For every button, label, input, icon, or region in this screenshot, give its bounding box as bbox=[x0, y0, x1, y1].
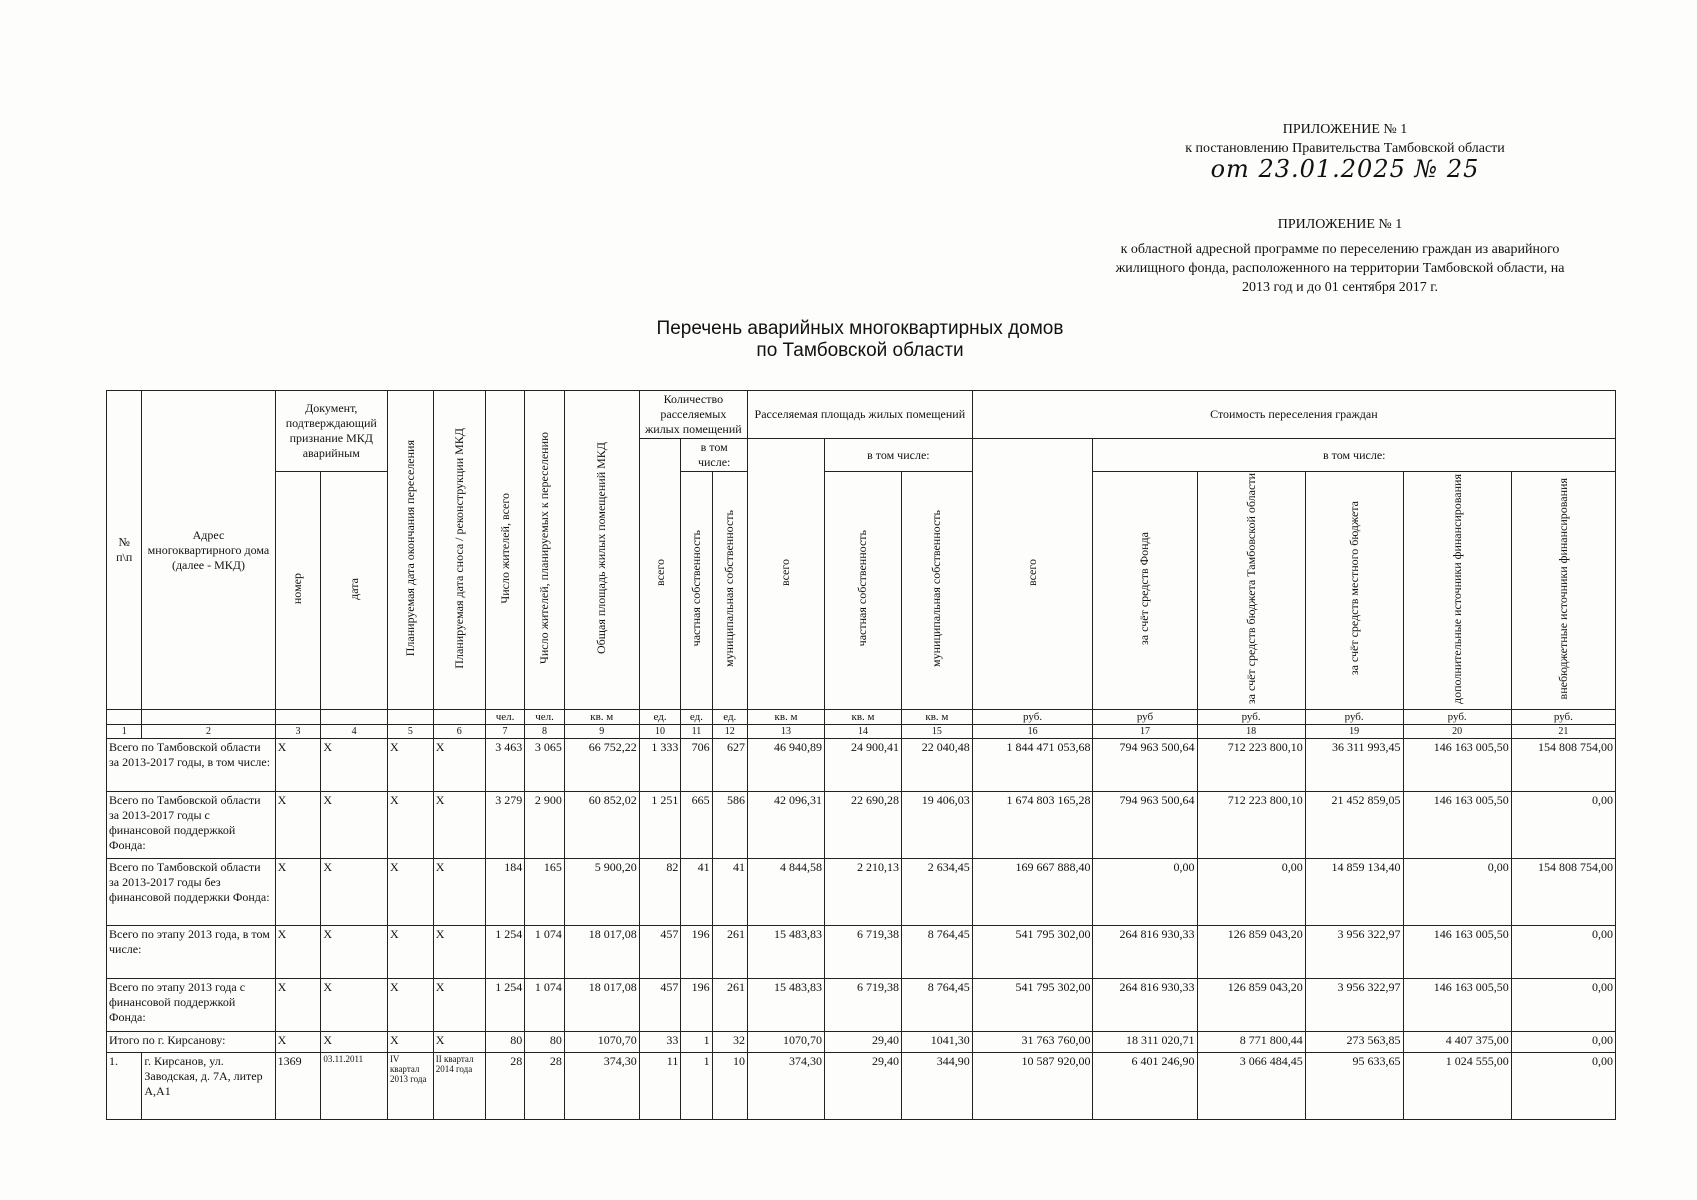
header-document: Документ, подтверждающий признание МКД аварийным bbox=[275, 391, 387, 472]
col-number: 5 bbox=[387, 725, 433, 739]
appendix-title: ПРИЛОЖЕНИЕ № 1 bbox=[1282, 122, 1408, 137]
unit-cell: кв. м bbox=[901, 710, 972, 725]
appendix-header-resolution bbox=[1150, 120, 1540, 183]
column-numbers-row bbox=[107, 725, 1616, 739]
col-number: 9 bbox=[564, 725, 639, 739]
unit-cell: кв. м bbox=[564, 710, 639, 725]
table-row-item: 1. г. Кирсанов, ул. Заводская, д. 7А, литер А,А1 1369 03.11.2011 IV квартал 2013 года II квартал 2014 года 28 28 374,30 11 1 10 374,30 29,40 344,90 10 587 920,00 6 401 246,90 3 066 484,45 95 633,65 1 024 555,00 0,00 bbox=[107, 1053, 1616, 1120]
col-number: 16 bbox=[972, 725, 1093, 739]
col-number: 12 bbox=[712, 725, 747, 739]
unit-cell: кв. м bbox=[747, 710, 824, 725]
appendix-program-line-2: жилищного фонда, расположенного на территории Тамбовской области, на bbox=[1115, 261, 1565, 276]
header-data: дата bbox=[321, 472, 388, 710]
unit-cell: руб. bbox=[1403, 710, 1511, 725]
appendix-header-program bbox=[1090, 215, 1590, 297]
header-area-vsego: всего bbox=[747, 439, 824, 710]
table-row: Всего по Тамбовской области за 2013-2017 годы без финансовой поддержки Фонда: X X X X 184 165 5 900,20 82 41 41 4 844,58 2 210,13 2 634,45 169 667 888,40 0,00 0,00 14 859 134,40 0,00 154 808 754,00 bbox=[107, 859, 1616, 926]
table-row: Всего по Тамбовской области за 2013-2017 годы с финансовой поддержкой Фонда: X X X X 3 279 2 900 60 852,02 1 251 665 586 42 096,31 22 690,28 19 406,03 1 674 803 165,28 794 963 500,64 712 223 800,10 21 452 859,05 146 163 005,50 0,00 bbox=[107, 792, 1616, 859]
table-row: Всего по Тамбовской области за 2013-2017 годы, в том числе: X X X X 3 463 3 065 66 752,22 1 333 706 627 46 940,89 24 900,41 22 040,48 1 844 471 053,68 794 963 500,64 712 223 800,10 36 311 993,45 146 163 005,50 154 808 754,00 bbox=[107, 739, 1616, 792]
row-label: Всего по Тамбовской области за 2013-2017 годы, в том числе: bbox=[107, 739, 276, 792]
header-row-1 bbox=[107, 391, 1616, 439]
header-address: Адрес многоквартирного дома (далее - МКД) bbox=[142, 391, 275, 710]
col-number: 10 bbox=[639, 725, 681, 739]
header-cost-vsego: всего bbox=[972, 439, 1093, 710]
header-area-incl: в том числе: bbox=[824, 439, 972, 472]
unit-cell: ед. bbox=[712, 710, 747, 725]
header-rooms-count: Количество расселяемых жилых помещений bbox=[639, 391, 747, 439]
row-label: Итого по г. Кирсанову: bbox=[107, 1032, 276, 1053]
header-rooms-private: частная собственность bbox=[681, 472, 712, 710]
header-row-3 bbox=[107, 472, 1616, 710]
unit-cell: кв. м bbox=[824, 710, 901, 725]
handwritten-date-number: от 23.01.2025 № 25 bbox=[1210, 155, 1480, 183]
appendix-resolution-line: к постановлению Правительства Тамбовской области bbox=[1185, 141, 1505, 156]
table-row: Всего по этапу 2013 года, в том числе: X X X X 1 254 1 074 18 017,08 457 196 261 15 483,83 6 719,38 8 764,45 541 795 302,00 264 816 930,33 126 859 043,20 3 956 322,97 146 163 005,50 0,00 bbox=[107, 926, 1616, 979]
unit-cell: ед. bbox=[681, 710, 712, 725]
col-number: 8 bbox=[525, 725, 565, 739]
row-label: Всего по Тамбовской области за 2013-2017 годы без финансовой поддержки Фонда: bbox=[107, 859, 276, 926]
table-row: Итого по г. Кирсанову: X X X X 80 80 1070,70 33 1 32 1070,70 29,40 1041,30 31 763 760,00 18 311 020,71 8 771 800,44 273 563,85 4 407 375,00 0,00 bbox=[107, 1032, 1616, 1053]
header-rooms-incl: в том числе: bbox=[681, 439, 748, 472]
appendix-program-line-1: к областной адресной программе по переселению граждан из аварийного bbox=[1120, 242, 1560, 257]
units-row bbox=[107, 710, 1616, 725]
col-number: 3 bbox=[275, 725, 321, 739]
header-total-area: Общая площадь жилых помещений МКД bbox=[564, 391, 639, 710]
header-area-resettled: Расселяемая площадь жилых помещений bbox=[747, 391, 972, 439]
appendix-program-line-3: 2013 год и до 01 сентября 2017 г. bbox=[1242, 280, 1438, 295]
header-residents-plan: Число жителей, планируемых к переселению bbox=[525, 391, 565, 710]
table-row: Всего по этапу 2013 года с финансовой поддержкой Фонда: X X X X 1 254 1 074 18 017,08 457 196 261 15 483,83 6 719,38 8 764,45 541 795 302,00 264 816 930,33 126 859 043,20 3 956 322,97 146 163 005,50 0,00 bbox=[107, 979, 1616, 1032]
col-number: 21 bbox=[1511, 725, 1615, 739]
header-plan-resettle: Планируемая дата окончания переселения bbox=[387, 391, 433, 710]
col-number: 20 bbox=[1403, 725, 1511, 739]
header-cost-offbudget: внебюджетные источники финансирования bbox=[1511, 472, 1615, 710]
header-rooms-vsego: всего bbox=[639, 439, 681, 710]
item-no: 1. bbox=[107, 1053, 142, 1120]
col-number: 17 bbox=[1093, 725, 1197, 739]
header-area-private: частная собственность bbox=[824, 472, 901, 710]
unit-cell: ед. bbox=[639, 710, 681, 725]
unit-cell: руб bbox=[1093, 710, 1197, 725]
header-cost-additional: дополнительные источники финансирования bbox=[1403, 472, 1511, 710]
document-title-line-2: по Тамбовской области bbox=[756, 340, 964, 361]
row-label: Всего по этапу 2013 года, в том числе: bbox=[107, 926, 276, 979]
col-number: 4 bbox=[321, 725, 388, 739]
header-plan-demolish: Планируемая дата сноса / реконструкции МКД bbox=[433, 391, 485, 710]
header-area-municipal: муниципальная собственность bbox=[901, 472, 972, 710]
header-rooms-municipal: муниципальная собственность bbox=[712, 472, 747, 710]
col-number: 18 bbox=[1197, 725, 1305, 739]
unit-cell: чел. bbox=[485, 710, 525, 725]
col-number: 15 bbox=[901, 725, 972, 739]
unit-cell: руб. bbox=[1511, 710, 1615, 725]
header-nomer: номер bbox=[275, 472, 321, 710]
header-cost-region: за счёт средств бюджета Тамбовской области bbox=[1197, 472, 1305, 710]
unit-cell: чел. bbox=[525, 710, 565, 725]
unit-cell: руб. bbox=[1305, 710, 1403, 725]
appendix-program-title: ПРИЛОЖЕНИЕ № 1 bbox=[1277, 217, 1403, 232]
document-title bbox=[600, 318, 1120, 362]
header-cost-incl: в том числе: bbox=[1093, 439, 1616, 472]
header-cost-local: за счёт средств местного бюджета bbox=[1305, 472, 1403, 710]
unit-cell: руб. bbox=[972, 710, 1093, 725]
col-number: 19 bbox=[1305, 725, 1403, 739]
col-number: 14 bbox=[824, 725, 901, 739]
col-number: 13 bbox=[747, 725, 824, 739]
unit-cell: руб. bbox=[1197, 710, 1305, 725]
item-address: г. Кирсанов, ул. Заводская, д. 7А, литер А,А1 bbox=[142, 1053, 275, 1120]
header-no: № п\п bbox=[107, 391, 142, 710]
col-number: 11 bbox=[681, 725, 712, 739]
col-number: 2 bbox=[142, 725, 275, 739]
header-residents-total: Число жителей, всего bbox=[485, 391, 525, 710]
header-cost-fund: за счёт средств Фонда bbox=[1093, 472, 1197, 710]
col-number: 1 bbox=[107, 725, 142, 739]
col-number: 7 bbox=[485, 725, 525, 739]
row-label: Всего по этапу 2013 года с финансовой поддержкой Фонда: bbox=[107, 979, 276, 1032]
document-title-line-1: Перечень аварийных многоквартирных домов bbox=[656, 318, 1064, 339]
col-number: 6 bbox=[433, 725, 485, 739]
row-label: Всего по Тамбовской области за 2013-2017 годы с финансовой поддержкой Фонда: bbox=[107, 792, 276, 859]
header-cost: Стоимость переселения граждан bbox=[972, 391, 1615, 439]
emergency-buildings-table bbox=[106, 390, 1616, 1120]
